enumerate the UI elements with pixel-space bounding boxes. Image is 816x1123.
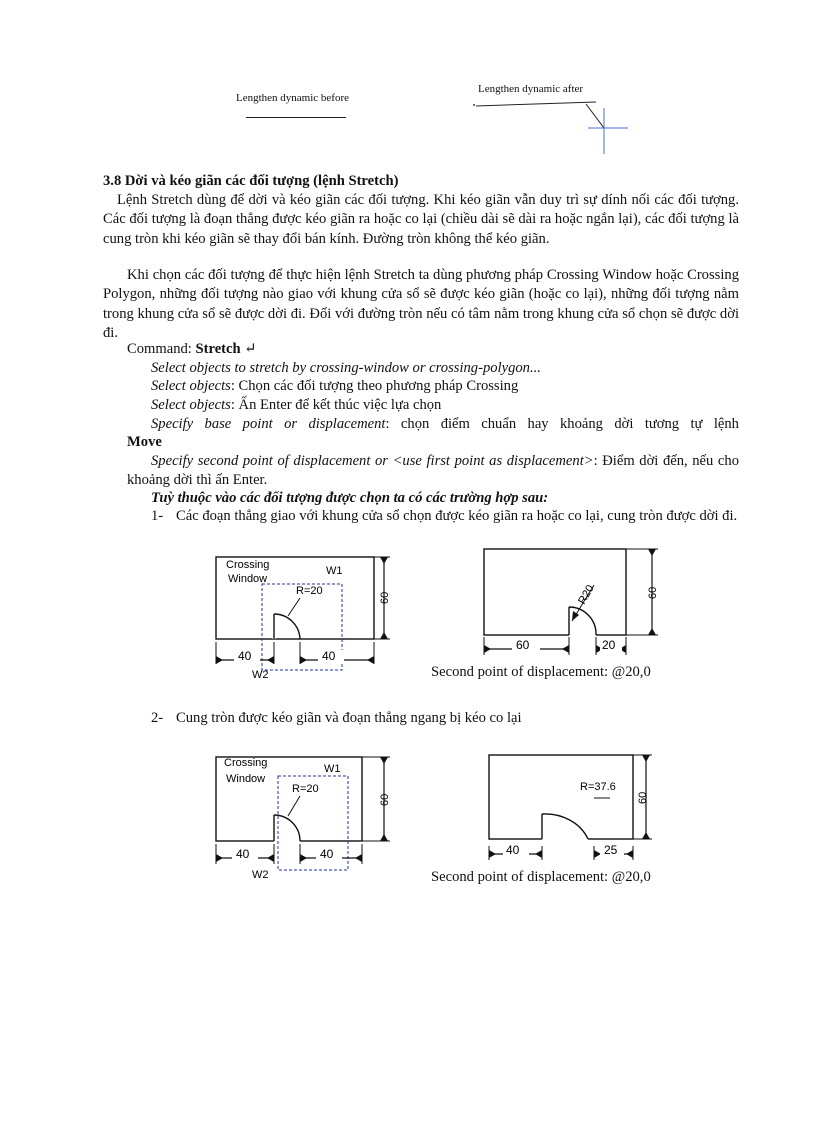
paragraph-2: Khi chọn các đối tượng để thực hiện lệnh Stretch ta dùng phương pháp Crossing Window hoặc Crossing Polygon, những đối tượng nào giao với khung cửa sổ sẽ được kéo giãn (hoặc co lại), những đối tượng nằm trong khung cửa sổ sẽ được dời đi. Đối với đường tròn nếu có tâm nằm trong khung cửa sổ chọn sẽ được dời đi.	[103, 267, 739, 342]
prompt-2-label: Select objects	[151, 378, 231, 394]
radius-rotated-label: R20	[576, 583, 597, 607]
prompt-5-label: Specify second point of displacement or <use first point as displacement>	[151, 453, 594, 469]
window-label-2: Window	[226, 773, 266, 785]
lengthen-after-label: Lengthen dynamic after	[478, 83, 584, 95]
prompt-4	[151, 415, 739, 434]
figure-1-before	[212, 552, 412, 687]
command-name: Stretch	[195, 341, 241, 357]
prompt-2-text: : Chọn các đối tượng theo phương pháp Crossing	[230, 378, 519, 394]
command-prefix: Command:	[127, 341, 196, 357]
prompt-1: Select objects to stretch by crossing-window or crossing-polygon...	[151, 360, 541, 376]
enter-symbol: ↵	[240, 341, 257, 357]
figure-2-after	[484, 750, 684, 870]
dim-40-left-label-2: 40	[236, 847, 250, 861]
w2-label: W2	[252, 669, 269, 681]
prompt-5	[127, 452, 739, 491]
dim-60-label-3: 60	[637, 791, 649, 804]
prompt-3-label: Select objects	[151, 397, 231, 413]
lengthen-after-figure	[468, 98, 668, 158]
lengthen-before-label: Lengthen dynamic before	[236, 92, 350, 104]
dim-60-label: 60	[379, 591, 391, 604]
case-2-text: Cung tròn được kéo giãn và đoạn thẳng ngang bị kéo co lại	[176, 710, 522, 726]
figure-2-caption: Second point of displacement: @20,0	[431, 869, 651, 885]
cases-heading: Tuỳ thuộc vào các đối tượng được chọn ta có các trường hợp sau:	[151, 490, 549, 506]
prompt-4-move: Move	[127, 434, 162, 450]
dim-40-label-3: 40	[506, 843, 520, 857]
crossing-label: Crossing	[226, 559, 270, 571]
paragraph-1: Lệnh Stretch dùng để dời và kéo giãn các đối tượng. Khi kéo giãn vẫn duy trì sự dính nối các đối tượng. Các đối tượng là đoạn thẳng được kéo giãn ra hoặc co lại (chiều dài sẽ dài ra hoặc ngắn lại), các đối tượng là cung tròn khi kéo giãn sẽ thay đổi bán kính. Đường tròn không thể kéo giãn.	[103, 192, 739, 247]
figure-1-caption: Second point of displacement: @20,0	[431, 664, 651, 680]
dim-40-right-label: 40	[322, 649, 336, 663]
command-line	[127, 340, 257, 359]
w2-label-2: W2	[252, 869, 269, 881]
dim-40-left-label: 40	[238, 649, 252, 663]
prompt-4-label: Specify base point or displacement	[151, 416, 386, 432]
figure-1-after	[480, 545, 680, 665]
case-2-number: 2-	[151, 710, 164, 726]
radius-37-label: R=37.6	[580, 781, 616, 793]
figure-2-before	[212, 752, 412, 887]
crossing-label-2: Crossing	[224, 757, 268, 769]
case-1-text: Các đoạn thẳng giao với khung cửa sổ chọn được kéo giãn ra hoặc co lại, cung tròn được dời đi.	[176, 508, 738, 524]
dim-40-right-label-2: 40	[320, 847, 334, 861]
dim-60-right-label: 60	[647, 586, 659, 599]
dim-60-label-2: 60	[379, 793, 391, 806]
prompt-5-text: : Điểm dời đến, nếu cho khoảng dời thì ấn Enter.	[127, 453, 739, 489]
lengthen-before-line	[246, 117, 346, 118]
prompt-2	[151, 377, 518, 396]
dim-25-label: 25	[604, 843, 618, 857]
dim-60-bottom-label: 60	[516, 638, 530, 652]
prompt-3-text: : Ấn Enter để kết thúc việc lựa chọn	[230, 397, 442, 413]
section-heading: 3.8 Dời và kéo giãn các đối tượng (lệnh Stretch)	[103, 173, 399, 189]
window-label: Window	[228, 573, 268, 585]
prompt-4-text: : chọn điểm chuẩn hay khoảng dời tương tự lệnh	[385, 416, 739, 432]
prompt-3	[151, 396, 441, 415]
case-1-number: 1-	[151, 508, 164, 524]
dim-20-label: 20	[602, 638, 616, 652]
w1-label-2: W1	[324, 763, 341, 775]
w1-label: W1	[326, 565, 343, 577]
radius-label: R=20	[296, 585, 323, 597]
radius-label-2: R=20	[292, 783, 319, 795]
